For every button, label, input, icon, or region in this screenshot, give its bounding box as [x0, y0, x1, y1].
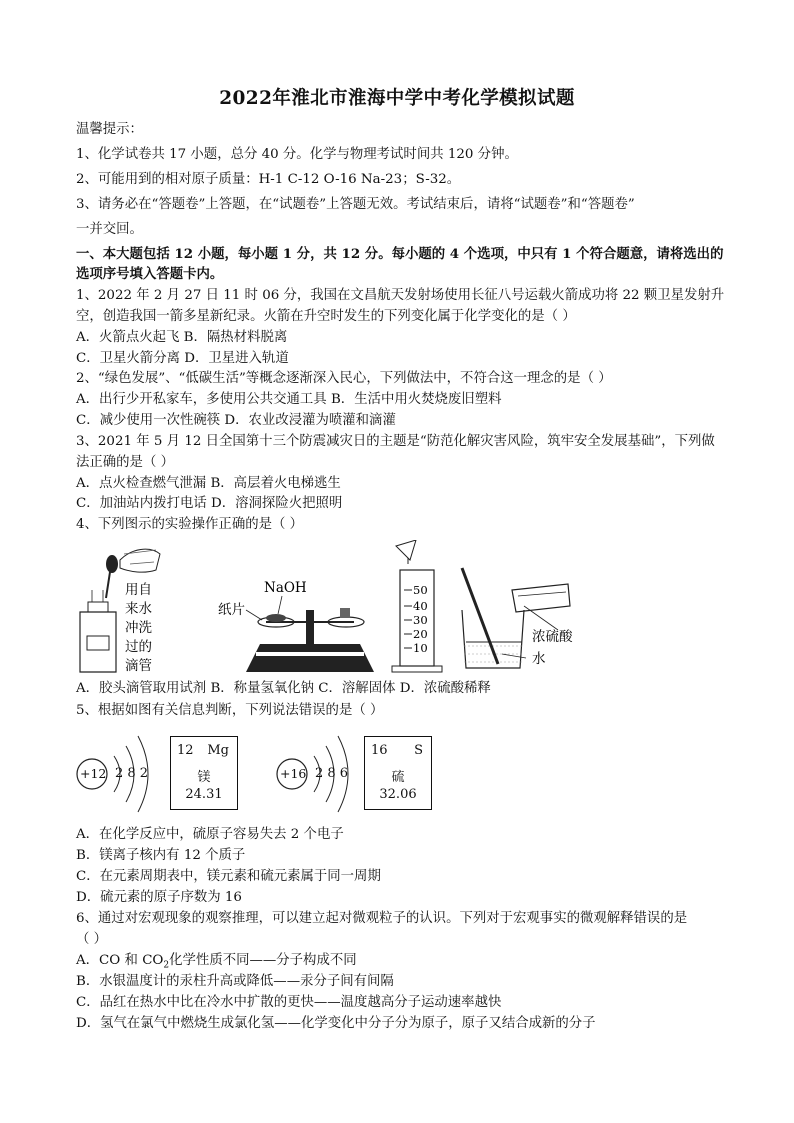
- s-nucleus: +16: [280, 766, 307, 781]
- q6-option-c: C．品红在热水中比在冷水中扩散的更快——温度越高分子运动速率越快: [76, 995, 502, 1010]
- q2-options-ab: A．出行少开私家车，多使用公共交通工具 B．生活中用火焚烧废旧塑料: [76, 392, 502, 407]
- s-element-card: [364, 736, 432, 810]
- mg-atomic-number: 12: [177, 743, 194, 758]
- mg-name: 镁: [197, 770, 211, 785]
- q3-options-cd: C．加油站内拨打电话 D．溶洞探险火把照明: [76, 496, 343, 511]
- balance-figure: [246, 596, 374, 672]
- water-label: 水: [532, 651, 546, 667]
- q5-stem: 5、根据如图有关信息判断，下列说法错误的是（ ）: [76, 703, 384, 718]
- q6-stem-b: （ ）: [76, 932, 108, 947]
- mg-atomic-mass: 24.31: [185, 787, 223, 802]
- q5-option-a: A．在化学反应中，硫原子容易失去 2 个电子: [76, 827, 344, 842]
- q5-option-b: B．镁离子核内有 12 个质子: [76, 848, 246, 863]
- s-shells: 2 8 6: [315, 766, 349, 781]
- mg-element-card: [170, 736, 238, 810]
- cylinder-tick-30: 30: [413, 613, 428, 627]
- cylinder-tick-20: 20: [413, 627, 428, 641]
- dropper-label-2: 来水: [125, 601, 152, 617]
- tip-2: 2、可能用到的相对原子质量：H-1 C-12 O-16 Na-23；S-32。: [76, 172, 461, 187]
- dropper-label-1: 用自: [125, 582, 152, 598]
- q1-options-ab: A．火箭点火起飞 B．隔热材料脱离: [76, 330, 288, 345]
- page-title: 2022年淮北市淮海中学中考化学模拟试题: [219, 88, 575, 109]
- s-atomic-number: 16: [371, 743, 388, 758]
- q6-option-b: B．水银温度计的汞柱升高或降低——汞分子间有间隔: [76, 974, 394, 989]
- q1-options-cd: C．卫星火箭分离 D．卫星进入轨道: [76, 351, 289, 366]
- q4-figures: [70, 540, 760, 680]
- acid-label: 浓硫酸: [532, 629, 573, 645]
- q6-stem-a: 6、通过对宏观现象的观察推理，可以建立起对微观粒子的认识。下列对于宏观事实的微观解释错误的是: [76, 911, 688, 926]
- cylinder-tick-10: 10: [413, 641, 428, 655]
- dropper-label-3: 冲洗: [125, 620, 152, 636]
- q4-stem: 4、下列图示的实验操作正确的是（ ）: [76, 517, 304, 532]
- paper-label: 纸片: [218, 602, 245, 618]
- q3-options-ab: A．点火检查燃气泄漏 B．高层着火电梯逃生: [76, 476, 341, 491]
- q2-options-cd: C．减少使用一次性碗筷 D．农业改浸灌为喷灌和滴灌: [76, 413, 396, 428]
- tip-3a: 3、请务必在“答题卷”上答题，在“试题卷”上答题无效。考试结束后，请将“试题卷”和“答题卷”: [76, 197, 635, 212]
- q1-stem-b: 空，创造我国一箭多星新纪录。火箭在升空时发生的下列变化属于化学变化的是（ ）: [76, 309, 576, 324]
- tip-3b: 一并交回。: [76, 222, 143, 237]
- q6-option-a-sub: 2: [163, 960, 170, 971]
- cylinder-tick-50: 50: [413, 583, 428, 597]
- s-atomic-mass: 32.06: [379, 787, 417, 802]
- q3-stem-b: 法正确的是（ ）: [76, 455, 174, 470]
- q6-option-a-pre: A．CO 和 CO: [76, 953, 164, 968]
- dropper-label-5: 滴管: [125, 658, 152, 674]
- mg-symbol: Mg: [207, 743, 229, 758]
- naoh-label: NaOH: [264, 580, 307, 596]
- q2-stem: 2、“绿色发展”、“低碳生活”等概念逐渐深入民心，下列做法中，不符合这一理念的是（ ）: [76, 371, 612, 386]
- q5-option-c: C．在元素周期表中，镁元素和硫元素属于同一周期: [76, 869, 381, 884]
- q5-option-d: D．硫元素的原子序数为 16: [76, 890, 242, 905]
- mg-shells: 2 8 2: [115, 766, 149, 781]
- s-symbol: S: [414, 743, 423, 758]
- tip-1: 1、化学试卷共 17 小题，总分 40 分。化学与物理考试时间共 120 分钟。: [76, 147, 518, 162]
- cylinder-tick-40: 40: [413, 599, 428, 613]
- s-name: 硫: [391, 770, 405, 785]
- section-heading-b: 选项序号填入答题卡内。: [76, 266, 224, 282]
- tips-heading: 温馨提示：: [76, 122, 143, 137]
- dropper-label-4: 过的: [125, 639, 152, 655]
- q6-option-a: [76, 952, 357, 975]
- q6-option-a-post: 化学性质不同——分子构成不同: [169, 953, 357, 968]
- section-heading-a: 一、本大题包括 12 小题，每小题 1 分，共 12 分。每小题的 4 个选项，中只有 1 个符合题意，请将选出的: [76, 246, 724, 262]
- dilution-figure: [462, 568, 570, 668]
- mg-nucleus: +12: [80, 766, 107, 781]
- q1-stem-a: 1、2022 年 2 月 27 日 11 时 06 分，我国在文昌航天发射场使用长征八号运载火箭成功将 22 颗卫星发射升: [76, 288, 725, 303]
- q4-captions: A．胶头滴管取用试剂 B．称量氢氧化钠 C．溶解固体 D．浓硫酸稀释: [76, 681, 491, 696]
- q3-stem-a: 3、2021 年 5 月 12 日全国第十三个防震减灾日的主题是“防范化解灾害风险，筑牢安全发展基础”，下列做: [76, 434, 715, 449]
- q6-option-d: D．氢气在氯气中燃烧生成氯化氢——化学变化中分子分为原子，原子又结合成新的分子: [76, 1016, 596, 1031]
